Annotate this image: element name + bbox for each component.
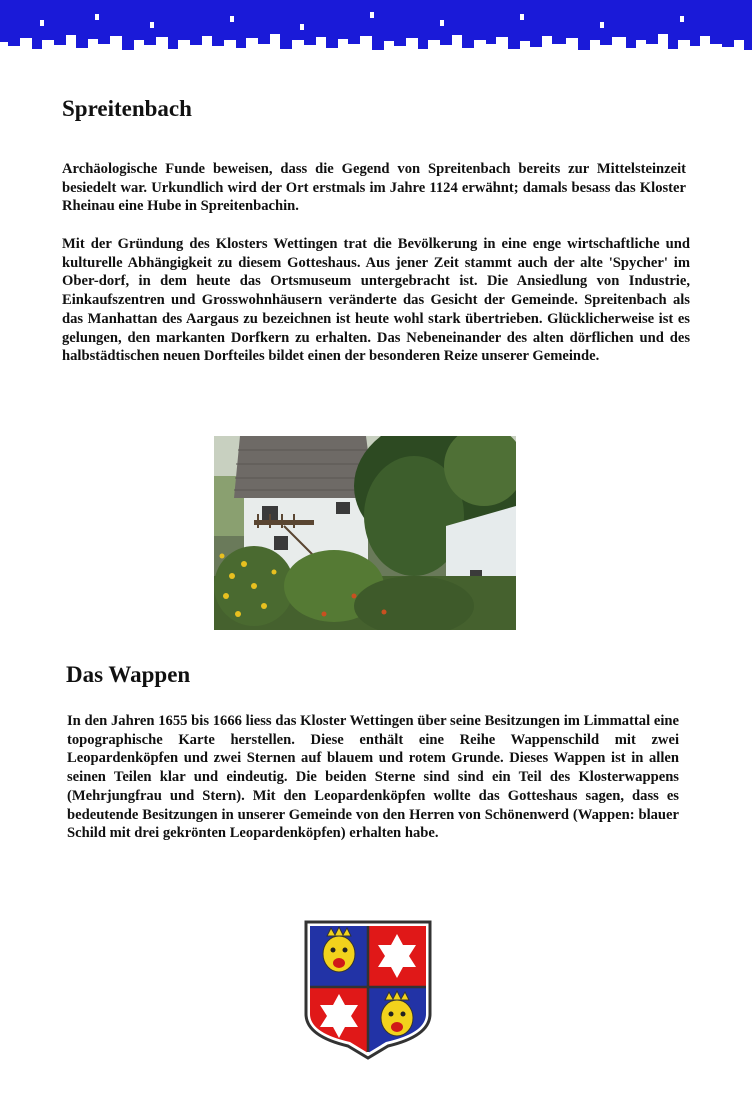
page-title: Spreitenbach <box>62 96 192 121</box>
section-title-wappen: Das Wappen <box>66 662 191 687</box>
skyline-banner <box>0 0 752 60</box>
spycher-photo <box>214 436 516 630</box>
leopard-head-icon <box>381 991 413 1036</box>
leopard-head-icon <box>323 927 355 972</box>
coat-of-arms-icon <box>302 918 434 1060</box>
wappen-paragraph: In den Jahren 1655 bis 1666 liess das Kloster Wettingen über seine Besitzungen im Limmattal eine topographische Karte herstellen. Diese enthält eine Reihe Wappenschild mit zwei Leopardenköpfen und zwei Sternen auf blauem und rotem Grunde. Dieses Wappen ist in allen seinen Teilen klar und eindeutig. Die beiden Sterne sind sind ein Teil des Klosterwappens (Mehrjungfrau und Stern). Mit den Leopardenköpfen wollte das Gotteshaus sagen, dass es bedeutende Besitzungen in unserer Gemeinde von den Herren von Schönenwerd (Wappen: blauer Schild mit drei gekrönten Leopardenköpfen) erhalten habe. <box>67 713 679 842</box>
intro-paragraph-1: Archäologische Funde beweisen, dass die Gegend von Spreitenbach bereits zur Mittelsteinzeit besiedelt war. Urkundlich wird der Ort erstmals im Jahre 1124 erwähnt; damals besass das Kloster Rheinau eine Hube in Spreitenbachin. <box>62 161 686 215</box>
skyline-shape <box>0 0 752 50</box>
intro-paragraph-2: Mit der Gründung des Klosters Wettingen trat die Bevölkerung in eine enge wirtschaftliche und kulturelle Abhängigkeit zu diesem Gotteshaus. Aus jener Zeit stammt auch der alte 'Spycher' im Ober-dorf, in dem heute das Ortsmuseum untergebracht ist. Die Ansiedlung von Industrie, Einkaufszentren und Grosswohnhäusern veränderte das Gesicht der Gemeinde. Spreitenbach als das Manhattan des Aargaus zu bezeichnen ist heute wohl stark übertrieben. Glücklicherweise ist es gelungen, den markanten Dorfkern zu erhalten. Das Nebeneinander des alten dörflichen und des halbstädtischen neuen Dorfteiles bildet einen der besonderen Reize unserer Gemeinde. <box>62 236 690 365</box>
